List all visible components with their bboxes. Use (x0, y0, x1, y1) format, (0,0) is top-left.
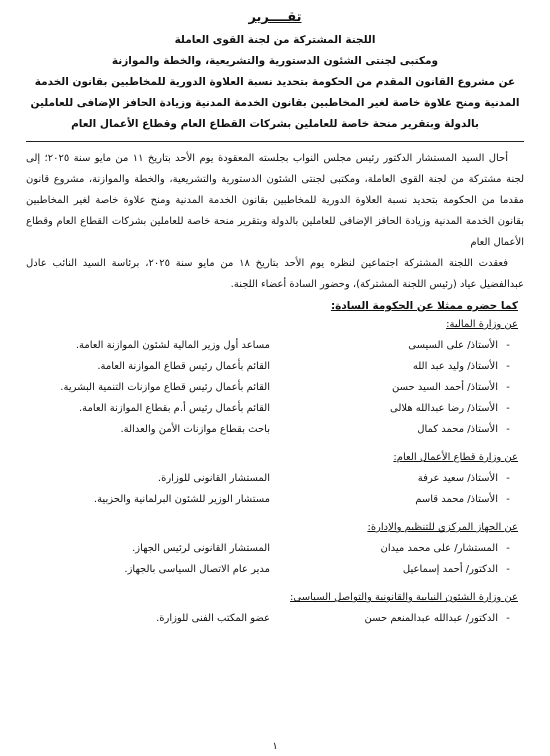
subtitle-line: بالدولة وبتقرير منحة خاصة للعاملين بشركات القطاع العام وقطاع الأعمال العام (71, 118, 479, 130)
group-heading: عن الجهاز المركزي للتنظيم والإدارة: (367, 522, 518, 533)
dash-bullet: - (506, 424, 510, 435)
attendee-row (26, 489, 524, 510)
dash-bullet: - (506, 473, 510, 484)
attendee-name: الأستاذ/ على السيسى (408, 340, 498, 351)
attendee-name: الأستاذ/ أحمد السيد حسن (391, 382, 498, 393)
attendee-role: المستشار القانونى للوزارة. (157, 473, 270, 484)
dash-bullet: - (506, 340, 510, 351)
attendee-role: القائم بأعمال رئيس أ.م بقطاع الموازنة العامة. (78, 403, 270, 414)
attendee-role: عضو المكتب الفنى للوزارة. (156, 613, 270, 624)
page-number: ١ (272, 741, 278, 752)
attendee-group-finance (26, 316, 524, 440)
attendee-role: مستشار الوزير للشئون البرلمانية والحزبية. (93, 494, 270, 505)
group-heading: عن وزارة قطاع الأعمال العام: (393, 452, 518, 463)
group-heading: عن وزارة المالية: (446, 319, 518, 330)
attendee-role: القائم بأعمال رئيس قطاع الموازنة العامة. (97, 361, 270, 372)
attendee-group-central-agency (26, 519, 524, 580)
dash-bullet: - (506, 382, 510, 393)
header-divider (26, 141, 524, 142)
dash-bullet: - (506, 613, 510, 624)
attendee-row (26, 377, 524, 398)
subtitle-line: ومكتبى لجنتى الشئون الدستورية والتشريعية، والخطة والموازنة (111, 55, 439, 67)
attendee-name: الأستاذ/ سعيد عرفة (417, 473, 498, 484)
attendee-row (26, 356, 524, 377)
dash-bullet: - (506, 543, 510, 554)
referral-paragraph: أحال السيد المستشار الدكتور رئيس مجلس النواب بجلسته المعقودة يوم الأحد بتاريخ ١١ من مايو سنة ٢٠٢٥؛ إلى لجنة مشتركة من لجنة القوى العاملة، ومكتبى لجنتى الشئون الدستورية والتشريعية، والخطة والموازنة، مشروع قانون مقدما من الحكومة بتحديد نسبة العلاوة الدورية للمخاطبين بقانون الخدمة المدنية ومنح علاوة خاصة لغير المخاطبين بقانون الخدمة المدنية وزيادة الحافز الإضافى للعاملين بالدولة وبتقرير منحة خاصة للعاملين بشركات القطاع العام وقطاع الأعمال العام (26, 153, 524, 248)
attendee-role: باحث بقطاع موازنات الأمن والعدالة. (120, 424, 270, 435)
attendee-name: الأستاذ/ محمد قاسم (415, 494, 498, 505)
subtitle-line: اللجنة المشتركة من لجنة القوى العاملة (174, 34, 376, 46)
attendance-heading: كما حضره ممثلا عن الحكومة السادة: (330, 300, 518, 312)
subtitle-line: المدنية ومنح علاوة خاصة لغير المخاطبين بقانون الخدمة المدنية وزيادة الحافز الإضافى للعاملين (30, 97, 520, 109)
attendee-name: الدكتور/ عبدالله عبدالمنعم حسن (364, 613, 498, 624)
attendee-role: القائم بأعمال رئيس قطاع موازنات التنمية البشرية. (60, 382, 270, 393)
spacer (26, 440, 524, 448)
attendee-name: المستشار/ على محمد ميدان (380, 543, 498, 554)
document-title: تقــــرير (248, 10, 302, 25)
spacer (26, 580, 524, 588)
spacer (26, 510, 524, 518)
attendee-role: مدير عام الاتصال السياسى بالجهاز. (124, 564, 270, 575)
dash-bullet: - (506, 361, 510, 372)
attendee-group-public-business (26, 449, 524, 510)
attendee-row (26, 468, 524, 489)
subtitle-line: عن مشروع القانون المقدم من الحكومة بتحديد نسبة العلاوة الدورية للمخاطبين بقانون الخدمة (34, 76, 516, 88)
dash-bullet: - (506, 494, 510, 505)
report-subtitle (26, 30, 524, 135)
attendee-row (26, 608, 524, 629)
attendee-row (26, 538, 524, 559)
attendee-name: الأستاذ/ وليد عبد الله (412, 361, 498, 372)
attendee-name: الدكتور/ أحمد إسماعيل (402, 564, 498, 575)
attendee-row (26, 335, 524, 356)
attendee-role: المستشار القانونى لرئيس الجهاز. (132, 543, 270, 554)
attendee-role: مساعد أول وزير المالية لشئون الموازنة العامة. (75, 340, 270, 351)
attendee-row (26, 559, 524, 580)
attendee-row (26, 419, 524, 440)
dash-bullet: - (506, 564, 510, 575)
meeting-paragraph: فعقدت اللجنة المشتركة اجتماعين لنظره يوم الأحد بتاريخ ١٨ من مايو سنة ٢٠٢٥، برئاسة السيد النائب عادل عبدالفضيل عياد (رئيس اللجنة المشتركة)، وحضور السادة أعضاء اللجنة. (26, 258, 524, 290)
dash-bullet: - (506, 403, 510, 414)
group-heading: عن وزارة الشئون النيابية والقانونية والتواصل السياسى: (290, 592, 518, 603)
attendee-name: الأستاذ/ محمد كمال (417, 424, 498, 435)
attendee-group-parliamentary-affairs (26, 589, 524, 629)
attendee-row (26, 398, 524, 419)
attendee-name: الأستاذ/ رضا عبدالله هلالى (389, 403, 498, 414)
